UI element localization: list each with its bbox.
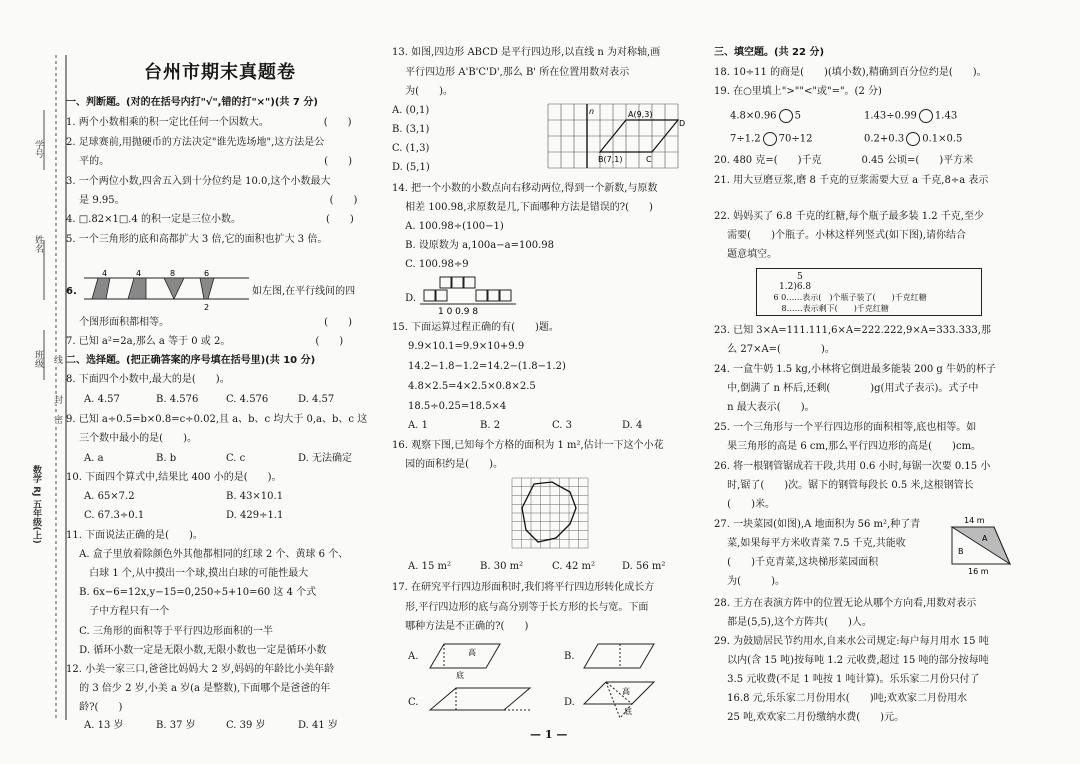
q27a: 27. 一块菜园(如图),A 地面积为 56 m²,种了青 (714, 519, 921, 530)
q17b: 形,平行四边形的底与高分别等于长方形的长与宽。下面 (392, 602, 649, 613)
q22c: 题意填空。 (714, 249, 778, 260)
q21: 21. 用大豆磨豆浆,磨 8 千克的豆浆需要大豆 a 千克,8÷a 表示 (714, 175, 989, 186)
q14-opt-a: A. 100.98÷(100−1) (392, 221, 504, 232)
q15-opt-d: D. 4 (622, 420, 643, 431)
q12c: 龄?( ) (66, 702, 123, 713)
fig6-label-3: 8 (170, 269, 176, 278)
q13-opt-a: A. (0,1) (392, 105, 430, 116)
book-label: 数学 RJ 五年级(上) (31, 465, 41, 544)
q15-row-2: 14.2−1.8−1.2=14.2−(1.8−1.2) (408, 361, 566, 372)
fig27-top: 14 m (964, 516, 985, 525)
fig17-d-base: 底 (624, 707, 632, 716)
q8-opt-b: B. 4.576 (156, 394, 199, 405)
q16-opt-d: D. 56 m² (622, 561, 666, 572)
q2b: 平的。 ( ) (66, 156, 352, 167)
q12-opt-b: B. 37 岁 (156, 720, 196, 731)
q16b: 园的面积约是( )。 (392, 459, 503, 470)
q11: 11. 下面说法正确的是( )。 (66, 530, 203, 541)
q27-trapezoid-figure (948, 514, 1014, 576)
fig6-label-1: 4 (102, 269, 108, 278)
q13b: 平行四边形 A'B'C'D',那么 B' 所在位置用数对表示 (392, 67, 630, 78)
q6: 如左图,在平行线间的四 (252, 286, 356, 297)
q22b: 需要( )个瓶子。小林这样列竖式(如下图),请你结合 (714, 230, 966, 241)
q28a: 28. 王方在表演方阵中的位置无论从哪个方向看,用数对表示 (714, 598, 977, 609)
q15-row-4: 18.5÷0.25=18.5×4 (408, 401, 507, 412)
section3-heading: 三、填空题。(共 22 分) (714, 47, 825, 58)
q19-row2-left (730, 132, 812, 146)
fig17-a-base: 底 (456, 671, 464, 680)
fig27-b: B (958, 547, 964, 556)
q20: 20. 480 克=( )千克 0.45 公顷=( )平方米 (714, 155, 974, 166)
q17-figure-b (580, 640, 660, 674)
seal2-label: 密 (52, 415, 62, 424)
q19-r2-a: 7÷1.2 (730, 133, 761, 145)
q11-b2: 子中方程只有一个 (66, 606, 170, 617)
q23b: 么 27×A=( )。 (714, 344, 835, 355)
compare-circle[interactable] (779, 109, 793, 123)
q15-row-1: 9.9×10.1=9.9×10+9.9 (408, 341, 525, 352)
fig13-b: B(7,1) (598, 155, 623, 164)
q19-r1-a: 4.8×0.96 (730, 110, 777, 122)
fig6-label-4: 6 (204, 269, 210, 278)
q18: 18. 10÷11 的商是( )(填小数),精确到百分位约是( )。 (714, 67, 987, 78)
name-label: 姓名 (33, 235, 43, 253)
q29b: 以内(含 15 吨)按每吨 1.2 元收费,超过 15 吨的部分按每吨 (714, 655, 989, 666)
fig13-d: D (679, 119, 686, 128)
q15-opt-b: B. 2 (480, 420, 501, 431)
fig17-a-height: 高 (468, 648, 476, 657)
q19-r2-b: 70÷12 (778, 133, 813, 145)
q19-r2-d: 0.1×0.5 (922, 133, 963, 145)
q17-figure-c (426, 684, 536, 714)
q14-digits: 1 0 0.9 8 (438, 307, 479, 317)
q13-grid-figure (548, 104, 688, 170)
q22-divisor-dividend: 1.2)6.8 (779, 282, 812, 292)
q5: 5. 一个三角形的底和高都扩大 3 倍,它的面积也扩大 3 倍。 (66, 234, 328, 245)
q17-figure-d (580, 678, 660, 728)
line-label: 线 (52, 355, 62, 364)
q12b: 的 3 倍少 2 岁,小美 a 岁(a 是整数),下面哪个是爸爸的年 (66, 683, 331, 694)
q15: 15. 下面运算过程正确的有( )题。 (392, 322, 559, 333)
q2a: 2. 足球赛前,用抛硬币的方法决定"谁先选场地",这方法是公 (66, 137, 325, 148)
q29a: 29. 为鼓励居民节约用水,自来水公司规定:每户每月用水 15 吨 (714, 636, 989, 647)
q9b: 三个数中最小的是( )。 (66, 433, 197, 444)
q24c: n 最大表示( )。 (714, 402, 815, 413)
q9-opt-a: A. a (84, 453, 104, 464)
q12a: 12. 小美一家三口,爸爸比妈妈大 2 岁,妈妈的年龄比小美年龄 (66, 664, 335, 675)
q7: 7. 已知 a²=2a,那么 a 等于 0 或 2。 ( ) (66, 336, 344, 347)
student-no-label: 学号 (33, 140, 43, 158)
class-label: 班级 (33, 350, 43, 368)
q3a: 3. 一个两位小数,四舍五入到十分位约是 10.0,这个小数最大 (66, 176, 331, 187)
q8-opt-d: D. 4.57 (298, 394, 335, 405)
q11-a2: 白球 1 个,从中摸出一个球,摸出白球的可能性最大 (66, 568, 309, 579)
compare-circle[interactable] (906, 132, 920, 146)
q19-row2-right (864, 132, 962, 146)
q4: 4. □.82×1□.4 的积一定是三位小数。 ( ) (66, 214, 354, 225)
q13-opt-c: C. (1,3) (392, 143, 430, 154)
q24b: 中,倒满了 n 杯后,还剩( )g(用式子表示)。式子中 (714, 383, 979, 394)
fig6-label-2: 4 (136, 269, 142, 278)
q26c: ( )米。 (714, 499, 775, 510)
q23a: 23. 已知 3×A=111.111,6×A=222.222,9×A=333.333,那 (714, 325, 991, 336)
q6b: 个图形面积都相等。 ( ) (66, 317, 352, 328)
q19-r1-d: 1.43 (934, 110, 958, 122)
q22-box-line1: 6 0……表示( )个瓶子装了( )千克红糖 (763, 293, 927, 302)
q10-opt-a: A. 65×7.2 (84, 491, 135, 502)
q19-row1-right (864, 109, 957, 123)
section2-heading: 二、选择题。(把正确答案的序号填在括号里)(共 10 分) (66, 355, 316, 366)
q19-row1-left (730, 109, 801, 123)
q13c: 为( )。 (392, 86, 453, 97)
q29e: 25 吨,欢欢家二月份缴纳水费( )元。 (714, 712, 905, 723)
q15-opt-c: C. 3 (552, 420, 573, 431)
q11-b1: B. 6x−6=12x,y−15=0,250÷5+10=60 这 4 个式 (66, 587, 317, 598)
q10: 10. 下面四个算式中,结果比 400 小的是( )。 (66, 472, 282, 483)
q25b: 果三角形的高是 6 cm,那么平行四边形的高是( )cm。 (714, 441, 982, 452)
q10-opt-b: B. 43×10.1 (226, 491, 284, 502)
fig13-n: n (589, 107, 595, 116)
q16-garden-figure (512, 478, 588, 550)
fig27-a: A (982, 534, 988, 543)
section1-heading: 一、判断题。(对的在括号内打"√",错的打"×")(共 7 分) (66, 97, 318, 108)
q14-digit-boxes (420, 276, 520, 316)
q16-opt-a: A. 15 m² (408, 561, 451, 572)
q14-opt-c: C. 100.98÷9 (392, 259, 469, 270)
q10-opt-d: D. 429÷1.1 (226, 510, 284, 521)
q17-opt-a: A. (408, 651, 419, 662)
q11-a1: A. 盒子里放着除颜色外其他都相同的红球 2 个、黄球 6 个、 (66, 549, 349, 560)
q22a: 22. 妈妈买了 6.8 千克的红糖,每个瓶子最多装 1.2 千克,至少 (714, 211, 984, 222)
q10-opt-c: C. 67.3÷0.1 (84, 510, 145, 521)
q3b: 是 9.95。 ( ) (66, 195, 358, 206)
q29d: 16.8 元,乐乐家二月份用水( )吨;欢欢家二月份用水 (714, 693, 967, 704)
q17a: 17. 在研究平行四边形面积时,我们将平行四边形转化成长方 (392, 582, 655, 593)
q8-opt-c: C. 4.576 (226, 394, 269, 405)
q12-opt-c: C. 39 岁 (226, 720, 266, 731)
q17-opt-b: B. (564, 651, 575, 662)
q9-opt-b: B. b (156, 453, 177, 464)
q1: 1. 两个小数相乘的积一定比任何一个因数大。 ( ) (66, 117, 352, 128)
q12-opt-a: A. 13 岁 (84, 720, 124, 731)
fig13-c: C (646, 155, 652, 164)
q13-opt-d: D. (5,1) (392, 162, 430, 173)
compare-circle[interactable] (763, 132, 777, 146)
q17-figure-a (426, 640, 506, 680)
q16a: 16. 观察下图,已知每个方格的面积为 1 m²,估计一下这个小花 (392, 440, 664, 451)
q12-opt-d: D. 41 岁 (298, 720, 338, 731)
q8-opt-a: A. 4.57 (84, 394, 120, 405)
q6-number: 6. (66, 286, 77, 297)
q17c: 哪种方法是不正确的?( ) (392, 621, 529, 632)
q19-r1-b: 5 (794, 110, 801, 122)
compare-circle[interactable] (919, 109, 933, 123)
q11-d: D. 循环小数一定是无限小数,无限小数也一定是循环小数 (66, 645, 327, 656)
q17-opt-d: D. (564, 697, 575, 708)
q14b: 相差 100.98,求原数是几,下面哪种方法是错误的?( ) (392, 202, 653, 213)
q6-figure (84, 266, 249, 314)
fig27-bottom: 16 m (968, 567, 989, 576)
page-title: 台州市期末真题卷 (144, 62, 296, 83)
q27b: 菜,如果每平方米收青菜 7.5 千克,共能收 (714, 538, 906, 549)
q22-box-line2: 8……表示剩下( )千克红糖 (763, 304, 889, 313)
q22-division-box (756, 268, 982, 316)
q22-quotient: 5 (797, 272, 803, 282)
q14a: 14. 把一个小数的小数点向右移动两位,得到一个新数,与原数 (392, 183, 658, 194)
q14-opt-d: D. (392, 293, 417, 304)
q9-opt-d: D. 无法确定 (298, 453, 353, 464)
q16-opt-b: B. 30 m² (480, 561, 524, 572)
q17-opt-c: C. (408, 697, 419, 708)
q24a: 24. 一盒牛奶 1.5 kg,小林将它倒进最多能装 200 g 牛奶的杯子 (714, 364, 997, 375)
q27c: ( )千克青菜,这块梯形菜园面积 (714, 557, 879, 568)
q8: 8. 下面四个小数中,最大的是( )。 (66, 374, 230, 385)
seal-label: 封 (52, 395, 62, 404)
q19-r1-c: 1.43÷0.99 (864, 110, 917, 122)
q19-r2-c: 0.2+0.3 (864, 133, 905, 145)
q13-opt-b: B. (3,1) (392, 124, 430, 135)
q13a: 13. 如图,四边形 ABCD 是平行四边形,以直线 n 为对称轴,画 (392, 47, 661, 58)
q28b: 都是(5,5),这个方阵共( )人。 (714, 617, 872, 628)
q27d: 为( )。 (714, 576, 785, 587)
q15-opt-a: A. 1 (408, 420, 428, 431)
fig13-a: A(9,3) (628, 110, 653, 119)
q9a: 9. 已知 a÷0.5=b×0.8=c÷0.02,且 a、b、c 均大于 0,a、b、c 这 (66, 414, 368, 425)
q15-row-3: 4.8×2.5=4×2.5×0.8×2.5 (408, 381, 536, 392)
q14-opt-b: B. 设原数为 a,100a−a=100.98 (392, 240, 554, 251)
fig6-label-5: 2 (204, 303, 210, 312)
q19: 19. 在○里填上">""<"或"="。(2 分) (714, 86, 882, 97)
page-number: — 1 — (530, 728, 568, 741)
fig17-d-height: 高 (622, 687, 630, 696)
q16-opt-c: C. 42 m² (552, 561, 596, 572)
q9-opt-c: C. c (226, 453, 246, 464)
q11-c: C. 三角形的面积等于平行四边形面积的一半 (66, 626, 273, 637)
q29c: 3.5 元收费(不足 1 吨按 1 吨计算)。乐乐家二月份只付了 (714, 674, 980, 685)
q26a: 26. 将一根钢管锯成若干段,共用 0.6 小时,每锯一次要 0.15 小 (714, 461, 991, 472)
q25a: 25. 一个三角形与一个平行四边形的面积相等,底也相等。如 (714, 422, 977, 433)
q26b: 时,锯了( )次。锯下的钢管每段长 0.5 米,这根钢管长 (714, 480, 974, 491)
